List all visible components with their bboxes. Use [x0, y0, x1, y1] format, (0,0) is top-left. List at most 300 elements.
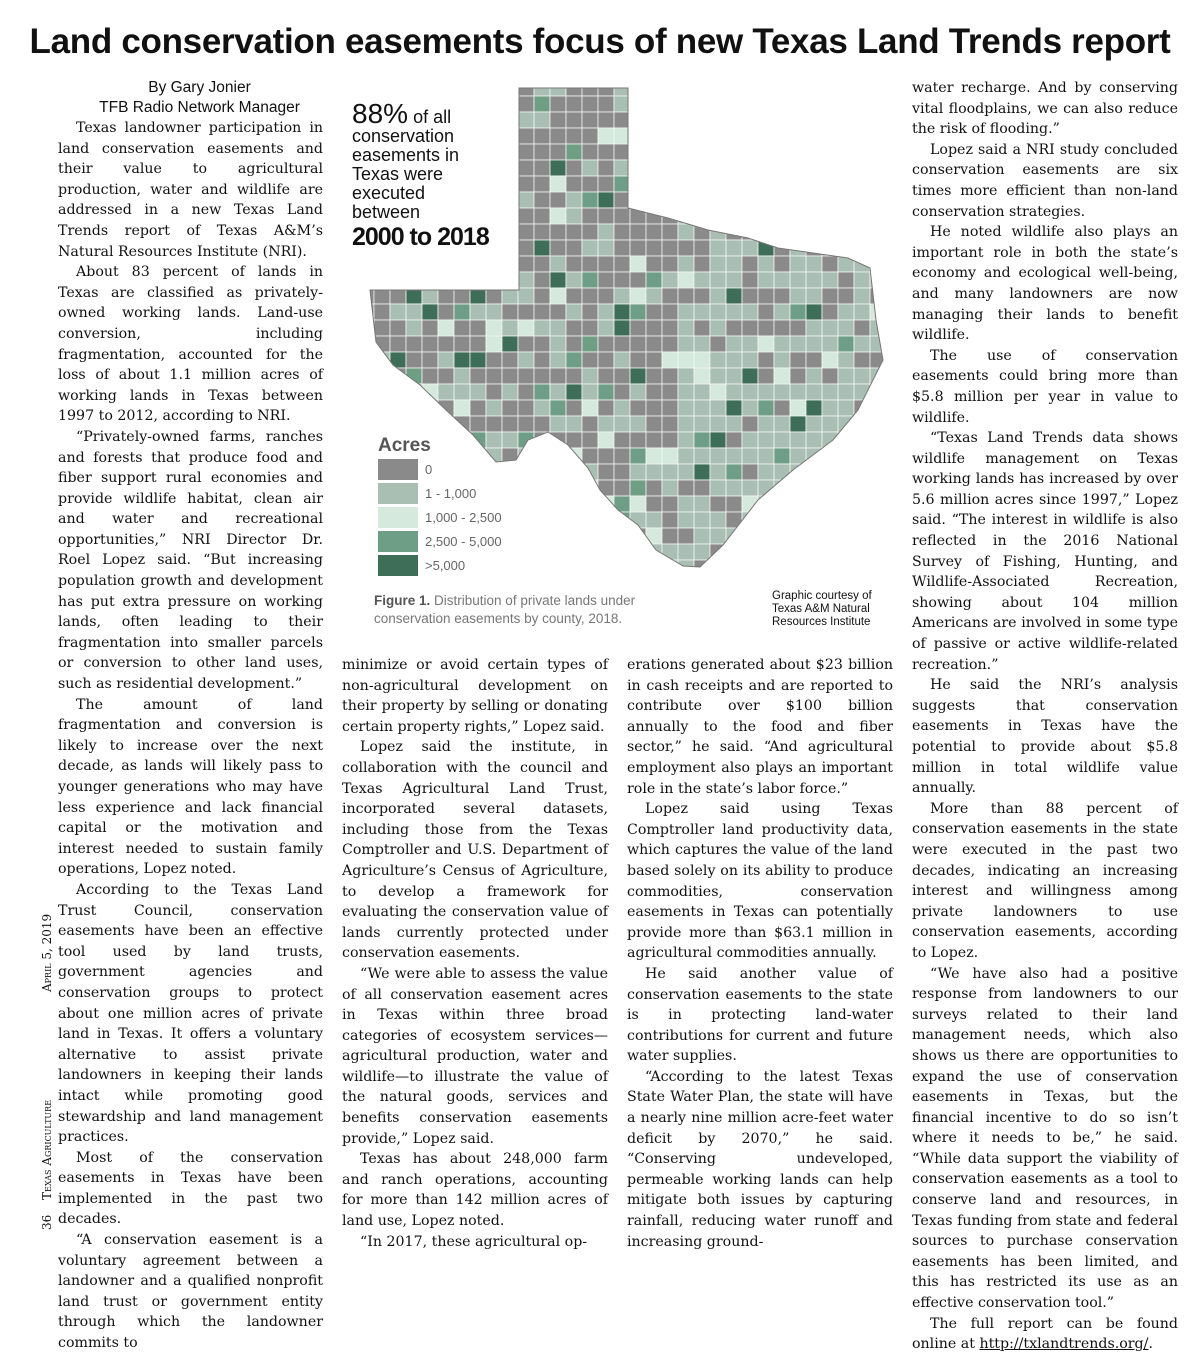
- county-cell: [742, 160, 758, 176]
- county-cell: [614, 352, 630, 368]
- county-cell: [550, 560, 566, 576]
- stat-text: of all: [413, 107, 452, 127]
- county-cell: [742, 96, 758, 112]
- county-cell: [518, 432, 534, 448]
- county-cell: [438, 400, 454, 416]
- county-cell: [726, 160, 742, 176]
- county-cell: [822, 512, 838, 528]
- county-cell: [774, 288, 790, 304]
- county-cell: [598, 224, 614, 240]
- county-cell: [534, 208, 550, 224]
- county-cell: [470, 416, 486, 432]
- county-cell: [726, 480, 742, 496]
- county-cell: [870, 496, 886, 512]
- county-cell: [774, 400, 790, 416]
- county-cell: [566, 192, 582, 208]
- county-cell: [534, 96, 550, 112]
- county-cell: [566, 320, 582, 336]
- county-cell: [742, 320, 758, 336]
- county-cell: [758, 384, 774, 400]
- county-cell: [534, 464, 550, 480]
- county-cell: [790, 224, 806, 240]
- stat-text: executed: [352, 183, 426, 203]
- county-cell: [886, 256, 898, 272]
- county-cell: [710, 160, 726, 176]
- county-cell: [758, 560, 774, 576]
- county-cell: [806, 160, 822, 176]
- county-cell: [822, 320, 838, 336]
- county-cell: [870, 384, 886, 400]
- county-cell: [710, 144, 726, 160]
- county-cell: [614, 384, 630, 400]
- county-cell: [646, 464, 662, 480]
- county-cell: [822, 352, 838, 368]
- county-cell: [566, 128, 582, 144]
- county-cell: [550, 544, 566, 560]
- county-cell: [646, 288, 662, 304]
- credit-line: Graphic courtesy of: [772, 590, 872, 602]
- county-cell: [806, 80, 822, 96]
- county-cell: [534, 352, 550, 368]
- county-cell: [486, 272, 502, 288]
- page-folio: [40, 910, 60, 1240]
- county-cell: [550, 256, 566, 272]
- county-cell: [758, 416, 774, 432]
- county-cell: [838, 368, 854, 384]
- county-cell: [726, 560, 742, 576]
- county-cell: [646, 192, 662, 208]
- county-cell: [486, 400, 502, 416]
- legend-item: [378, 553, 502, 577]
- county-cell: [470, 368, 486, 384]
- county-cell: [630, 528, 646, 544]
- county-cell: [630, 240, 646, 256]
- county-cell: [550, 384, 566, 400]
- county-cell: [646, 80, 662, 96]
- county-cell: [598, 256, 614, 272]
- county-cell: [710, 96, 726, 112]
- county-cell: [630, 304, 646, 320]
- county-cell: [870, 352, 886, 368]
- paragraph-final: [912, 1314, 1178, 1355]
- paragraph: minimize or avoid certain types of non-agricultural development on their property by selling or donating certain property rights,” Lopez said.: [342, 657, 608, 735]
- county-cell: [534, 576, 550, 592]
- county-cell: [390, 416, 406, 432]
- county-cell: [614, 400, 630, 416]
- county-cell: [614, 208, 630, 224]
- county-cell: [726, 304, 742, 320]
- legend-item: [378, 457, 502, 481]
- county-cell: [438, 272, 454, 288]
- county-cell: [822, 336, 838, 352]
- county-cell: [742, 288, 758, 304]
- county-cell: [630, 272, 646, 288]
- county-cell: [806, 544, 822, 560]
- county-cell: [630, 400, 646, 416]
- county-cell: [774, 432, 790, 448]
- county-cell: [470, 576, 486, 592]
- county-cell: [742, 336, 758, 352]
- county-cell: [358, 272, 374, 288]
- county-cell: [886, 416, 898, 432]
- county-cell: [630, 160, 646, 176]
- county-cell: [470, 320, 486, 336]
- county-cell: [758, 144, 774, 160]
- county-cell: [678, 272, 694, 288]
- county-cell: [534, 224, 550, 240]
- county-cell: [694, 128, 710, 144]
- county-cell: [502, 496, 518, 512]
- county-cell: [710, 176, 726, 192]
- county-cell: [630, 352, 646, 368]
- county-cell: [534, 400, 550, 416]
- county-cell: [630, 192, 646, 208]
- county-cell: [550, 576, 566, 592]
- county-cell: [838, 80, 854, 96]
- county-cell: [374, 272, 390, 288]
- county-cell: [646, 240, 662, 256]
- stat-text: conservation: [352, 126, 455, 146]
- paragraph: The amount of land fragmentation and conversion is likely to increase over the next decade, as lands will likely pass to younger generations who may have less experience and lack financial capital or the motivation and interest needed to sustain family operations, Lopez noted.: [58, 696, 323, 878]
- county-cell: [678, 224, 694, 240]
- county-cell: [886, 336, 898, 352]
- county-cell: [790, 80, 806, 96]
- county-cell: [838, 464, 854, 480]
- county-cell: [710, 560, 726, 576]
- county-cell: [454, 368, 470, 384]
- county-cell: [598, 112, 614, 128]
- county-cell: [454, 304, 470, 320]
- county-cell: [630, 144, 646, 160]
- county-cell: [662, 160, 678, 176]
- county-cell: [870, 160, 886, 176]
- county-cell: [694, 336, 710, 352]
- county-cell: [694, 176, 710, 192]
- county-cell: [390, 80, 406, 96]
- county-cell: [534, 192, 550, 208]
- county-cell: [374, 368, 390, 384]
- county-cell: [518, 544, 534, 560]
- county-cell: [886, 384, 898, 400]
- county-cell: [582, 544, 598, 560]
- county-cell: [550, 528, 566, 544]
- county-cell: [630, 560, 646, 576]
- county-cell: [870, 432, 886, 448]
- county-cell: [886, 560, 898, 576]
- county-cell: [710, 464, 726, 480]
- county-cell: [678, 384, 694, 400]
- county-cell: [662, 256, 678, 272]
- county-cell: [774, 272, 790, 288]
- county-cell: [774, 528, 790, 544]
- county-cell: [646, 224, 662, 240]
- county-cell: [678, 480, 694, 496]
- county-cell: [694, 160, 710, 176]
- county-cell: [854, 192, 870, 208]
- credit-line: Resources Institute: [772, 616, 871, 628]
- county-cell: [598, 352, 614, 368]
- county-cell: [806, 560, 822, 576]
- county-cell: [694, 480, 710, 496]
- county-cell: [630, 176, 646, 192]
- county-cell: [758, 224, 774, 240]
- county-cell: [822, 160, 838, 176]
- county-cell: [678, 544, 694, 560]
- county-cell: [726, 544, 742, 560]
- county-cell: [838, 176, 854, 192]
- county-cell: [614, 304, 630, 320]
- legend-item: [378, 481, 502, 505]
- county-cell: [678, 96, 694, 112]
- county-cell: [854, 496, 870, 512]
- county-cell: [838, 112, 854, 128]
- county-cell: [502, 512, 518, 528]
- county-cell: [502, 400, 518, 416]
- county-cell: [838, 304, 854, 320]
- county-cell: [726, 192, 742, 208]
- county-cell: [774, 416, 790, 432]
- county-cell: [838, 256, 854, 272]
- conservation-easement-map-figure: [338, 80, 898, 640]
- stat-text: between: [352, 202, 421, 222]
- county-cell: [390, 336, 406, 352]
- county-cell: [518, 352, 534, 368]
- county-cell: [694, 432, 710, 448]
- county-cell: [774, 160, 790, 176]
- county-cell: [790, 432, 806, 448]
- county-cell: [822, 416, 838, 432]
- county-cell: [438, 256, 454, 272]
- county-cell: [806, 272, 822, 288]
- county-cell: [566, 528, 582, 544]
- county-cell: [518, 288, 534, 304]
- final-punct: .: [1148, 1336, 1153, 1353]
- county-cell: [646, 368, 662, 384]
- county-cell: [870, 560, 886, 576]
- county-cell: [678, 576, 694, 592]
- county-cell: [790, 368, 806, 384]
- county-cell: [502, 480, 518, 496]
- county-cell: [582, 560, 598, 576]
- county-cell: [742, 416, 758, 432]
- county-cell: [694, 256, 710, 272]
- county-cell: [534, 240, 550, 256]
- county-cell: [886, 320, 898, 336]
- legend-swatch: [378, 507, 418, 528]
- county-cell: [614, 288, 630, 304]
- county-cell: [566, 112, 582, 128]
- county-cell: [566, 512, 582, 528]
- county-cell: [822, 240, 838, 256]
- county-cell: [598, 160, 614, 176]
- legend-label: 2,500 - 5,000: [425, 533, 502, 549]
- column-3: [627, 655, 893, 1252]
- county-cell: [422, 320, 438, 336]
- county-cell: [646, 256, 662, 272]
- county-cell: [854, 240, 870, 256]
- county-cell: [502, 80, 518, 96]
- county-cell: [534, 544, 550, 560]
- county-cell: [582, 528, 598, 544]
- county-cell: [662, 384, 678, 400]
- county-cell: [502, 256, 518, 272]
- county-cell: [838, 336, 854, 352]
- county-cell: [422, 384, 438, 400]
- county-cell: [710, 448, 726, 464]
- county-cell: [406, 256, 422, 272]
- county-cell: [870, 224, 886, 240]
- county-cell: [630, 288, 646, 304]
- paragraph: Lopez said the institute, in collaboration with the council and Texas Agricultural Land Trust, incorporated several datasets, including those from the Texas Comptroller and U.S. Department of Agriculture’s Census of Agriculture, to develop a framework for evaluating the conservation value of lands currently protected under conservation easements.: [342, 739, 608, 962]
- county-cell: [678, 560, 694, 576]
- county-cell: [726, 128, 742, 144]
- county-cell: [422, 304, 438, 320]
- county-cell: [630, 384, 646, 400]
- county-cell: [470, 304, 486, 320]
- county-cell: [646, 416, 662, 432]
- county-cell: [694, 544, 710, 560]
- county-cell: [358, 400, 374, 416]
- county-cell: [742, 512, 758, 528]
- county-cell: [566, 288, 582, 304]
- county-cell: [886, 208, 898, 224]
- county-cell: [710, 576, 726, 592]
- county-cell: [790, 256, 806, 272]
- county-cell: [790, 128, 806, 144]
- paragraph: He noted wildlife also plays an important role in both the state’s economy and ecological well-being, and many landowners are now managing their lands to benefit wildlife.: [912, 224, 1178, 344]
- county-cell: [886, 496, 898, 512]
- county-cell: [774, 480, 790, 496]
- county-cell: [886, 400, 898, 416]
- county-cell: [694, 272, 710, 288]
- county-cell: [550, 320, 566, 336]
- county-cell: [550, 224, 566, 240]
- county-cell: [646, 304, 662, 320]
- county-cell: [422, 416, 438, 432]
- county-cell: [790, 352, 806, 368]
- county-cell: [774, 560, 790, 576]
- county-cell: [758, 512, 774, 528]
- county-cell: [374, 256, 390, 272]
- county-cell: [662, 528, 678, 544]
- county-cell: [870, 192, 886, 208]
- county-cell: [518, 480, 534, 496]
- county-cell: [518, 464, 534, 480]
- county-cell: [566, 576, 582, 592]
- county-cell: [630, 128, 646, 144]
- county-cell: [614, 512, 630, 528]
- county-cell: [598, 192, 614, 208]
- county-cell: [694, 352, 710, 368]
- county-cell: [838, 400, 854, 416]
- county-cell: [854, 368, 870, 384]
- county-cell: [646, 384, 662, 400]
- county-cell: [774, 112, 790, 128]
- county-cell: [406, 80, 422, 96]
- legend-title: Acres: [378, 435, 431, 456]
- county-cell: [710, 80, 726, 96]
- county-cell: [582, 224, 598, 240]
- column-4: [912, 78, 1178, 1355]
- county-cell: [806, 144, 822, 160]
- county-cell: [678, 464, 694, 480]
- county-cell: [886, 144, 898, 160]
- legend-swatch: [378, 483, 418, 504]
- paragraph: He said the NRI’s analysis suggests that conservation easements in Texas have the potential to provide about $5.8 million in total wildlife value annually.: [912, 677, 1178, 797]
- county-cell: [726, 288, 742, 304]
- county-cell: [870, 448, 886, 464]
- county-cell: [422, 256, 438, 272]
- county-cell: [358, 336, 374, 352]
- county-cell: [582, 368, 598, 384]
- county-cell: [374, 352, 390, 368]
- county-cell: [742, 528, 758, 544]
- county-cell: [486, 368, 502, 384]
- county-cell: [598, 528, 614, 544]
- county-cell: [838, 240, 854, 256]
- county-cell: [598, 320, 614, 336]
- county-cell: [630, 320, 646, 336]
- county-cell: [822, 208, 838, 224]
- paragraph: The use of conservation easements could bring more than $5.8 million per year in value to wildlife.: [912, 347, 1178, 426]
- county-cell: [470, 400, 486, 416]
- county-cell: [470, 256, 486, 272]
- county-cell: [662, 560, 678, 576]
- county-cell: [534, 128, 550, 144]
- county-cell: [550, 144, 566, 160]
- county-cell: [582, 288, 598, 304]
- county-cell: [582, 448, 598, 464]
- paragraph: erations generated about $23 billion in cash receipts and are reported to contribute over $100 billion annually to the food and fiber sector,” he said. “And agricultural employment also plays an important role in the state’s labor force.”: [627, 657, 893, 797]
- county-cell: [662, 416, 678, 432]
- county-cell: [454, 272, 470, 288]
- county-cell: [614, 224, 630, 240]
- county-cell: [870, 464, 886, 480]
- county-cell: [598, 576, 614, 592]
- county-cell: [646, 320, 662, 336]
- county-cell: [438, 384, 454, 400]
- county-cell: [486, 384, 502, 400]
- county-cell: [502, 304, 518, 320]
- county-cell: [358, 480, 374, 496]
- county-cell: [678, 240, 694, 256]
- county-cell: [758, 272, 774, 288]
- county-cell: [774, 80, 790, 96]
- county-cell: [806, 96, 822, 112]
- county-cell: [806, 336, 822, 352]
- county-cell: [726, 240, 742, 256]
- report-link[interactable]: http://txlandtrends.org/: [979, 1336, 1149, 1353]
- county-cell: [646, 496, 662, 512]
- county-cell: [646, 112, 662, 128]
- county-cell: [678, 128, 694, 144]
- county-cell: [422, 352, 438, 368]
- county-cell: [710, 496, 726, 512]
- county-cell: [710, 192, 726, 208]
- county-cell: [566, 160, 582, 176]
- county-cell: [870, 512, 886, 528]
- county-cell: [758, 192, 774, 208]
- county-cell: [438, 304, 454, 320]
- legend-label: >5,000: [425, 557, 466, 573]
- county-cell: [566, 224, 582, 240]
- county-cell: [694, 304, 710, 320]
- county-cell: [598, 496, 614, 512]
- county-cell: [790, 384, 806, 400]
- county-cell: [742, 272, 758, 288]
- county-cell: [518, 560, 534, 576]
- county-cell: [806, 128, 822, 144]
